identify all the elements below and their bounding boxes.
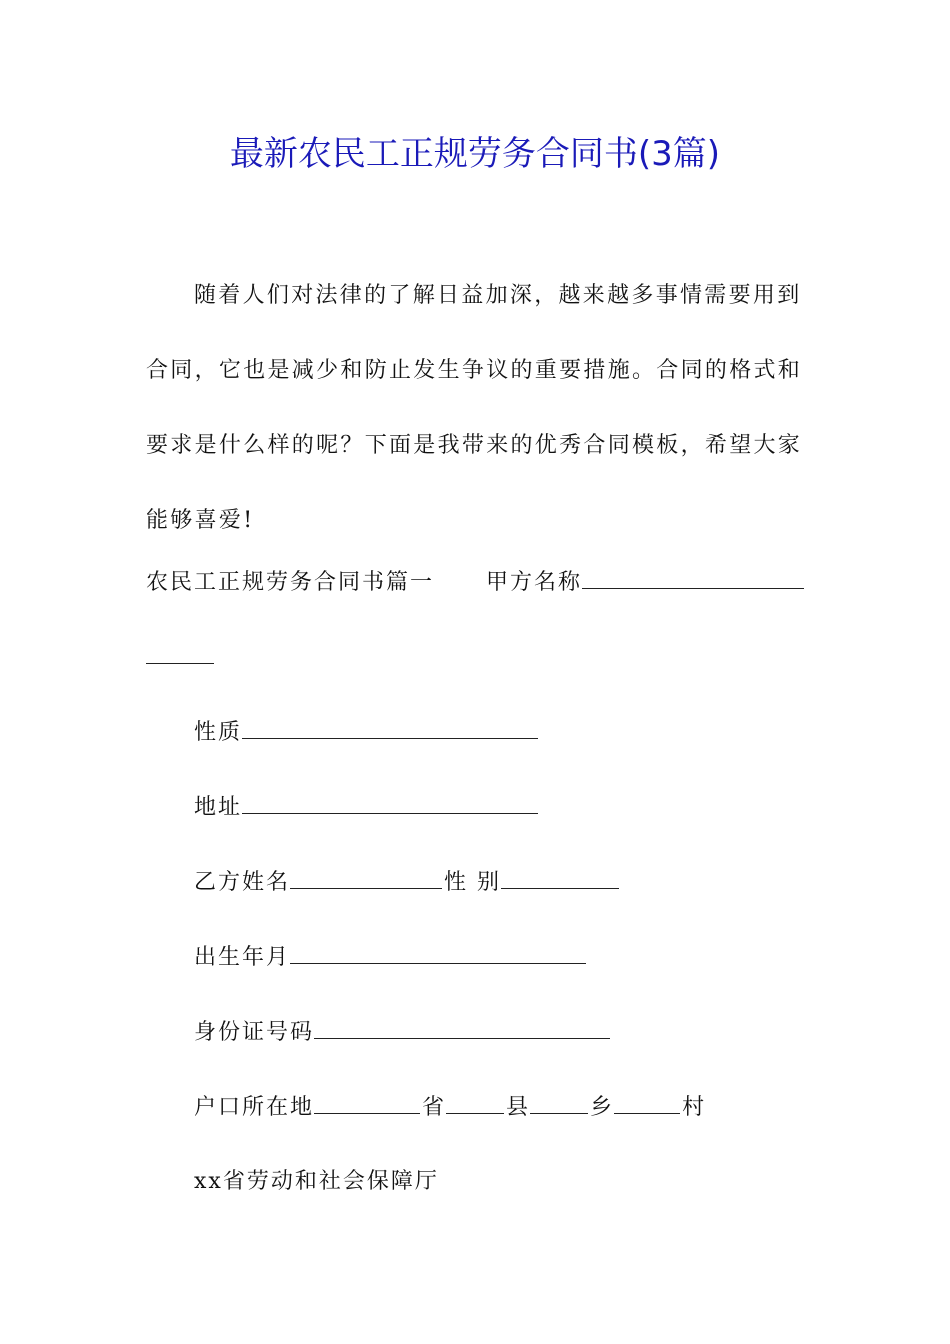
township-label: 乡 — [590, 1095, 615, 1120]
intro-paragraph: 随着人们对法律的了解日益加深，越来越多事情需要用到合同，它也是减少和防止发生争议的重要措施。合同的格式和要求是什么样的呢？下面是我带来的优秀合同模板，希望大家能够喜爱! — [146, 283, 803, 533]
hukou-row — [194, 1088, 706, 1128]
id-blank — [314, 1014, 610, 1039]
township-blank — [530, 1089, 588, 1114]
id-row — [194, 1013, 612, 1053]
party-b-name-blank — [290, 864, 442, 889]
county-blank — [446, 1089, 504, 1114]
address-label: 地址 — [194, 795, 243, 820]
document-title: 最新农民工正规劳务合同书(3篇) — [229, 134, 721, 174]
province-label: 省 — [422, 1095, 447, 1120]
village-label: 村 — [682, 1095, 707, 1120]
nature-label: 性质 — [194, 720, 243, 745]
address-blank — [242, 789, 538, 814]
county-label: 县 — [506, 1095, 531, 1120]
party-a-name-label: 甲方名称 — [486, 570, 583, 595]
party-a-name-blank-2 — [146, 639, 214, 664]
hukou-label: 户口所在地 — [194, 1095, 315, 1120]
nature-blank — [242, 714, 538, 739]
birth-row — [194, 938, 588, 978]
party-b-row — [194, 863, 621, 903]
address-row — [194, 788, 540, 828]
birth-label: 出生年月 — [194, 945, 291, 970]
authority-line: xx省劳动和社会保障厅 — [194, 1169, 439, 1194]
province-blank — [314, 1089, 420, 1114]
id-label: 身份证号码 — [194, 1020, 315, 1045]
section-heading: 农民工正规劳务合同书篇一 — [146, 570, 435, 595]
party-a-name-blank-continued — [146, 638, 216, 678]
gender-label: 性 别 — [444, 870, 502, 895]
nature-row — [194, 713, 540, 753]
village-blank — [614, 1089, 680, 1114]
party-a-name-blank — [582, 564, 804, 589]
party-a-row — [146, 563, 806, 603]
birth-blank — [290, 939, 586, 964]
party-b-name-label: 乙方姓名 — [194, 870, 291, 895]
gender-blank — [501, 864, 619, 889]
